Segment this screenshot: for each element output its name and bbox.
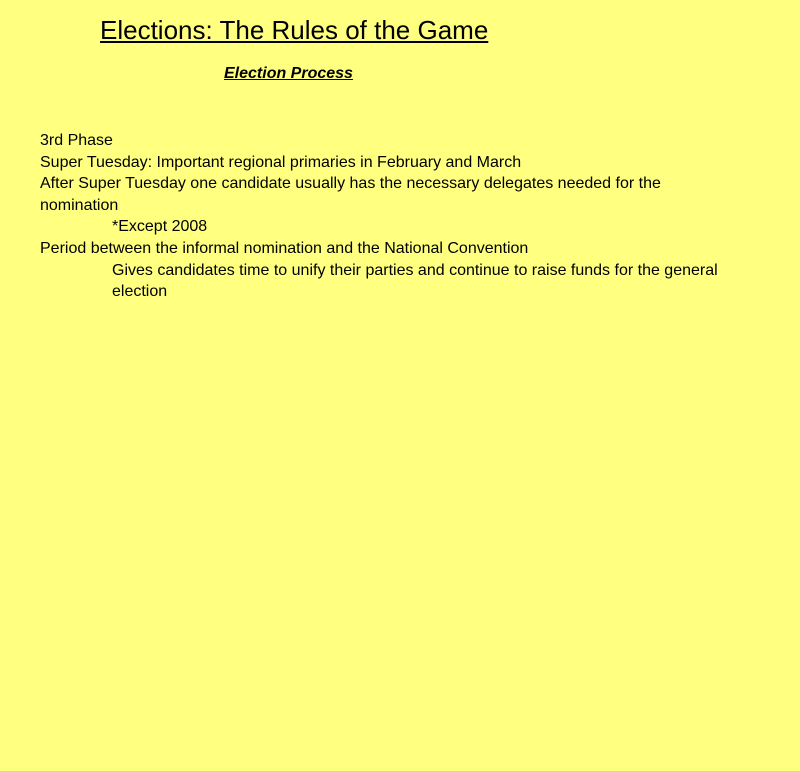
phase-heading: 3rd Phase — [40, 132, 113, 149]
slide-title: Elections: The Rules of the Game — [100, 15, 489, 45]
delegates-line: After Super Tuesday one candidate usually has the necessary delegates needed for the nomination — [40, 175, 661, 214]
slide-subtitle: Election Process — [224, 65, 353, 82]
exception-note: *Except 2008 — [112, 218, 208, 236]
unify-parties-line: Gives candidates time to unify their parties and continue to raise funds for the general election — [112, 261, 718, 301]
nomination-period-line: Period between the informal nomination and the National Convention — [40, 239, 529, 257]
slide-body — [40, 130, 740, 303]
super-tuesday-line: Super Tuesday: Important regional primaries in February and March — [40, 153, 522, 171]
